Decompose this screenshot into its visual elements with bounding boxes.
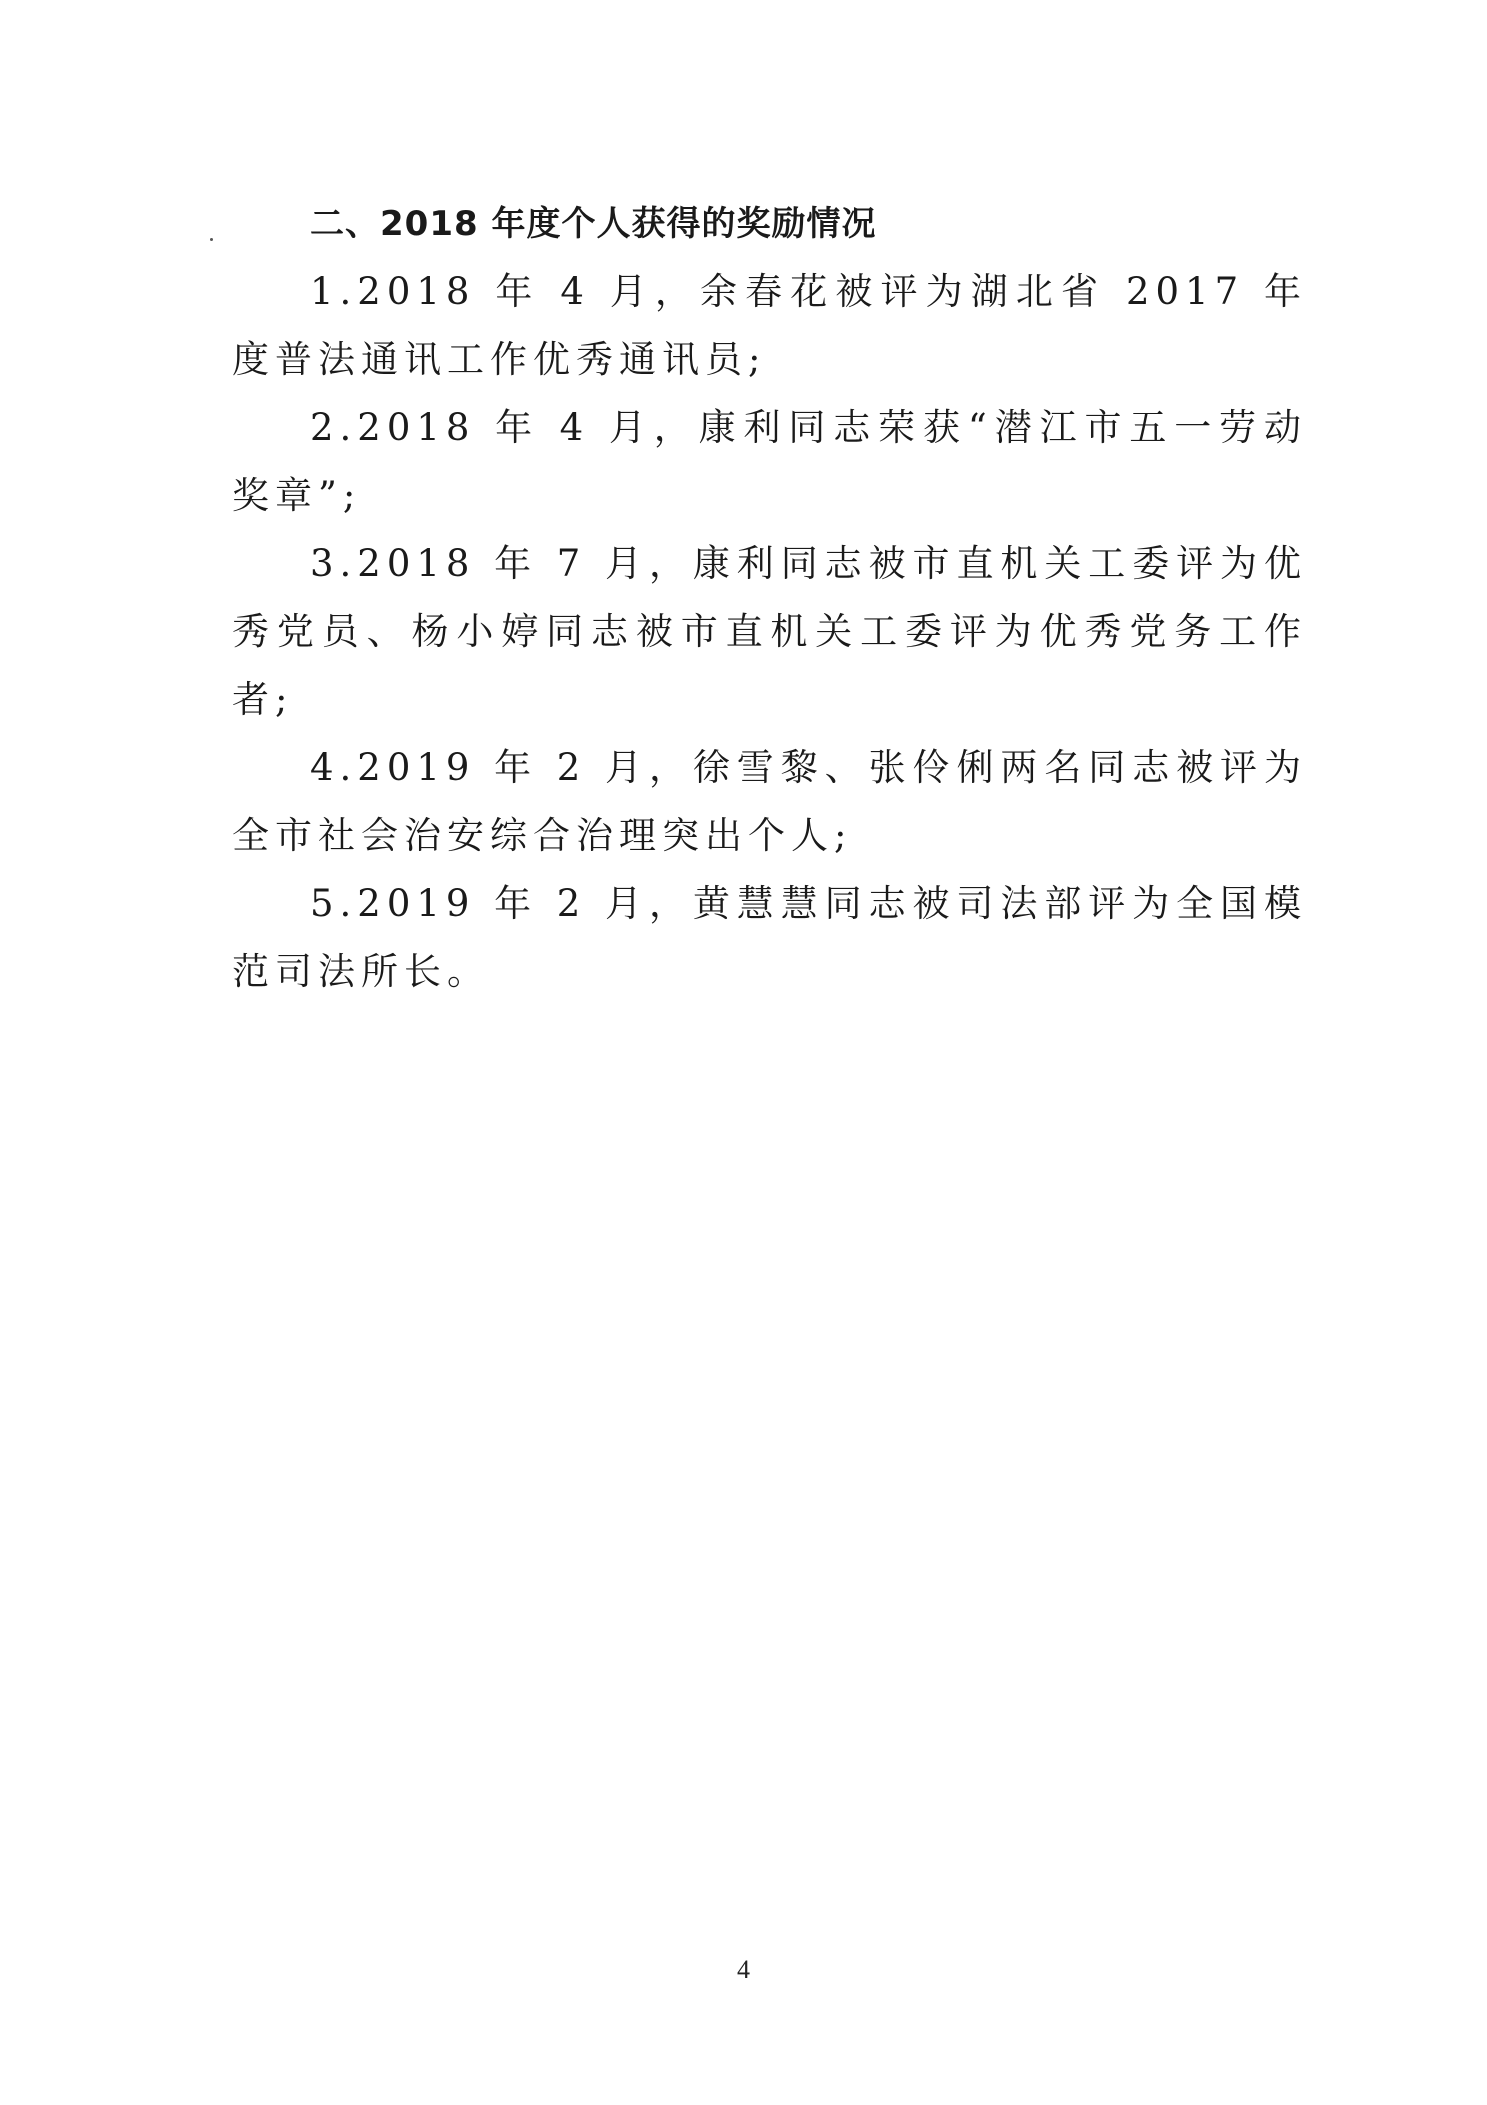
- section-heading: 二、2018 年度个人获得的奖励情况: [310, 204, 877, 244]
- scan-speck: [210, 238, 213, 241]
- award-item-5: 5.2019 年 2 月，黄慧慧同志被司法部评为全国模范司法所长。: [232, 882, 1307, 993]
- award-item-1: 1.2018 年 4 月，余春花被评为湖北省 2017 年度普法通讯工作优秀通讯员;: [232, 270, 1307, 381]
- document-body: [232, 190, 1307, 1006]
- award-item-2: 2.2018 年 4 月，康利同志荣获“潜江市五一劳动奖章”;: [232, 406, 1307, 517]
- award-item-3: 3.2018 年 7 月，康利同志被市直机关工委评为优秀党员、杨小婷同志被市直机关工委评为优秀党务工作者;: [232, 542, 1307, 721]
- page-number: 4: [737, 1955, 750, 1984]
- award-item-4: 4.2019 年 2 月，徐雪黎、张伶俐两名同志被评为全市社会治安综合治理突出个人;: [232, 746, 1307, 857]
